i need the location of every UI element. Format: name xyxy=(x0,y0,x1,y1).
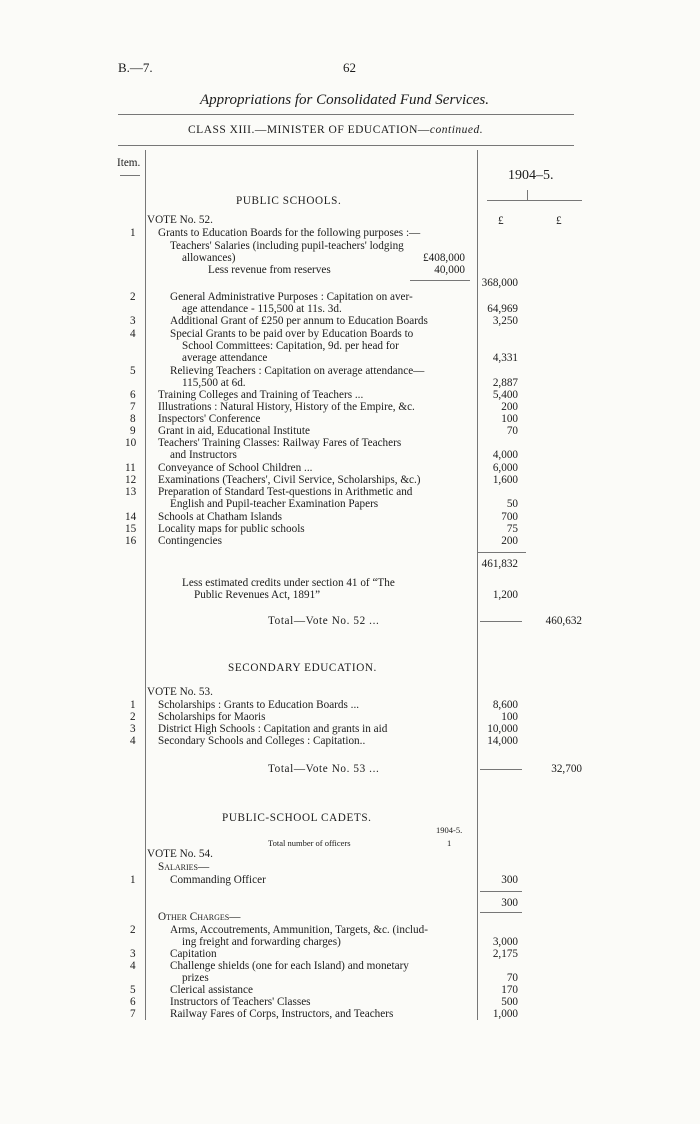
item-description: Examinations (Teachers', Civil Service, Scholarships, &c.) xyxy=(158,474,421,486)
other-charges-heading: Other Charges— xyxy=(158,911,241,923)
item-description: ing freight and forwarding charges) xyxy=(182,936,341,948)
item-number: 6 xyxy=(130,389,136,401)
total-rule xyxy=(480,769,522,770)
sub-amount: 40,000 xyxy=(434,264,465,276)
item-header-rule xyxy=(120,175,140,176)
item-description: average attendance xyxy=(182,352,268,364)
item-amount: 70 xyxy=(506,425,518,437)
item-description: District High Schools : Capitation and grants in aid xyxy=(158,723,388,735)
item-amount: 75 xyxy=(506,523,518,535)
item-column-rule xyxy=(145,150,146,1020)
item-description: Railway Fares of Corps, Instructors, and Teachers xyxy=(170,1008,394,1020)
item-amount: 1,000 xyxy=(492,1008,518,1020)
subtotal-rule xyxy=(410,280,470,281)
class-heading-continued: continued. xyxy=(429,124,484,136)
item-amount: 50 xyxy=(506,498,518,510)
vote-52-total-label: Total—Vote No. 52 ... xyxy=(268,615,380,627)
item-description: Challenge shields (one for each Island) and monetary xyxy=(170,960,409,972)
year-split-rule xyxy=(527,190,528,200)
item-description: Teachers' Training Classes: Railway Fares of Teachers xyxy=(158,437,402,449)
item-amount: 10,000 xyxy=(487,723,518,735)
vote-52-label: VOTE No. 52. xyxy=(147,214,213,226)
vote-52-subtotal: 461,832 xyxy=(481,558,518,570)
item-amount: 100 xyxy=(501,413,518,425)
item-amount: 1,600 xyxy=(492,474,518,486)
item-description: Training Colleges and Training of Teachers ... xyxy=(158,389,364,401)
item-number: 2 xyxy=(130,924,136,936)
year-column-header: 1904–5. xyxy=(508,168,554,183)
item-amount: 8,600 xyxy=(492,699,518,711)
item-number: 12 xyxy=(125,474,137,486)
item-description: Preparation of Standard Test-questions in Arithmetic and xyxy=(158,486,413,498)
subtotal-rule xyxy=(480,891,522,892)
item-amount: 170 xyxy=(501,984,518,996)
item-number: 3 xyxy=(130,948,136,960)
item-number: 9 xyxy=(130,425,136,437)
officers-count: 1 xyxy=(447,838,452,848)
item-amount: 64,969 xyxy=(487,303,518,315)
item-number: 1 xyxy=(130,874,136,886)
item-description: and Instructors xyxy=(170,449,237,461)
item-number: 1 xyxy=(130,227,136,239)
item-number: 2 xyxy=(130,711,136,723)
item-number: 5 xyxy=(130,984,136,996)
salaries-heading: Salaries— xyxy=(158,861,210,873)
item-description: Grant in aid, Educational Institute xyxy=(158,425,310,437)
item-description: General Administrative Purposes : Capitation on aver- xyxy=(170,291,413,303)
item-number: 11 xyxy=(125,462,136,474)
item-amount: 368,000 xyxy=(481,277,518,289)
item-number: 4 xyxy=(130,328,136,340)
less-credits-description: Less estimated credits under section 41 of “The xyxy=(182,577,395,589)
item-number: 4 xyxy=(130,960,136,972)
item-description: prizes xyxy=(182,972,209,984)
item-description: Schools at Chatham Islands xyxy=(158,511,282,523)
item-number: 5 xyxy=(130,365,136,377)
item-number: 8 xyxy=(130,413,136,425)
item-amount: 200 xyxy=(501,401,518,413)
item-description: Scholarships : Grants to Education Boards ... xyxy=(158,699,360,711)
item-number: 1 xyxy=(130,699,136,711)
item-description: Contingencies xyxy=(158,535,223,547)
table-top-rule xyxy=(118,145,574,146)
item-description: Commanding Officer xyxy=(170,874,266,886)
page-title: Appropriations for Consolidated Fund Services. xyxy=(200,92,490,108)
document-reference: B.—7. xyxy=(118,60,153,75)
salaries-total: 300 xyxy=(501,897,518,909)
item-description: Less revenue from reserves xyxy=(208,264,331,276)
vote-54-label: VOTE No. 54. xyxy=(147,848,213,860)
item-number: 7 xyxy=(130,1008,136,1020)
item-description: Grants to Education Boards for the following purposes :— xyxy=(158,227,421,239)
item-description: Capitation xyxy=(170,948,217,960)
item-description: Conveyance of School Children ... xyxy=(158,462,313,474)
page-number: 62 xyxy=(343,60,356,75)
subtotal-rule xyxy=(480,912,522,913)
section-heading-public-schools: PUBLIC SCHOOLS. xyxy=(236,195,342,207)
item-number: 2 xyxy=(130,291,136,303)
year-header-rule xyxy=(487,200,582,201)
sub-amount: £408,000 xyxy=(423,252,465,264)
class-heading-main: CLASS XIII.—MINISTER OF EDUCATION— xyxy=(188,124,430,136)
officers-label: Total number of officers xyxy=(268,838,351,848)
item-description: Secondary Schools and Colleges : Capitation.. xyxy=(158,735,366,747)
item-amount: 5,400 xyxy=(492,389,518,401)
item-amount: 4,000 xyxy=(492,449,518,461)
item-description: Illustrations : Natural History, History of the Empire, &c. xyxy=(158,401,415,413)
pound-left-header: £ xyxy=(498,215,504,227)
less-credits-description: Public Revenues Act, 1891” xyxy=(194,589,321,601)
item-amount: 2,175 xyxy=(492,948,518,960)
item-amount: 6,000 xyxy=(492,462,518,474)
item-column-header: Item. xyxy=(117,157,141,169)
section-heading-secondary-education: SECONDARY EDUCATION. xyxy=(228,662,377,674)
item-number: 10 xyxy=(125,437,137,449)
item-description: Scholarships for Maoris xyxy=(158,711,266,723)
item-description: Clerical assistance xyxy=(170,984,253,996)
vote-53-total: 32,700 xyxy=(551,763,582,775)
item-description: English and Pupil-teacher Examination Papers xyxy=(170,498,379,510)
item-description: Locality maps for public schools xyxy=(158,523,305,535)
item-amount: 700 xyxy=(501,511,518,523)
item-amount: 300 xyxy=(501,874,518,886)
subtotal-rule xyxy=(478,552,526,553)
item-number: 14 xyxy=(125,511,137,523)
item-amount: 500 xyxy=(501,996,518,1008)
item-number: 3 xyxy=(130,315,136,327)
item-amount: 70 xyxy=(506,972,518,984)
item-number: 15 xyxy=(125,523,137,535)
item-amount: 100 xyxy=(501,711,518,723)
item-number: 6 xyxy=(130,996,136,1008)
item-number: 13 xyxy=(125,486,137,498)
item-description: allowances) xyxy=(182,252,236,264)
item-description: 115,500 at 6d. xyxy=(182,377,246,389)
item-description: Special Grants to be paid over by Education Boards to xyxy=(170,328,414,340)
item-number: 4 xyxy=(130,735,136,747)
header-rule xyxy=(118,114,574,115)
less-credits-amount: 1,200 xyxy=(492,589,518,601)
officers-year: 1904-5. xyxy=(436,825,463,835)
vote-53-total-label: Total—Vote No. 53 ... xyxy=(268,763,380,775)
item-number: 16 xyxy=(125,535,137,547)
vote-53-label: VOTE No. 53. xyxy=(147,686,213,698)
item-amount: 2,887 xyxy=(492,377,518,389)
item-number: 7 xyxy=(130,401,136,413)
section-heading-public-school-cadets: PUBLIC-SCHOOL CADETS. xyxy=(222,812,372,824)
item-description: age attendance - 115,500 at 11s. 3d. xyxy=(182,303,342,315)
pound-right-header: £ xyxy=(556,215,562,227)
item-amount: 3,250 xyxy=(492,315,518,327)
item-description: Teachers' Salaries (including pupil-teachers' lodging xyxy=(170,240,404,252)
class-heading xyxy=(188,124,483,136)
item-amount: 200 xyxy=(501,535,518,547)
item-description: Arms, Accoutrements, Ammunition, Targets, &c. (includ- xyxy=(170,924,428,936)
item-description: Additional Grant of £250 per annum to Education Boards xyxy=(170,315,428,327)
item-description: School Committees: Capitation, 9d. per head for xyxy=(182,340,399,352)
item-amount: 14,000 xyxy=(487,735,518,747)
item-number: 3 xyxy=(130,723,136,735)
item-amount: 4,331 xyxy=(492,352,518,364)
item-description: Inspectors' Conference xyxy=(158,413,261,425)
item-description: Relieving Teachers : Capitation on average attendance— xyxy=(170,365,425,377)
total-rule xyxy=(480,621,522,622)
item-description: Instructors of Teachers' Classes xyxy=(170,996,311,1008)
item-amount: 3,000 xyxy=(492,936,518,948)
vote-52-total: 460,632 xyxy=(545,615,582,627)
